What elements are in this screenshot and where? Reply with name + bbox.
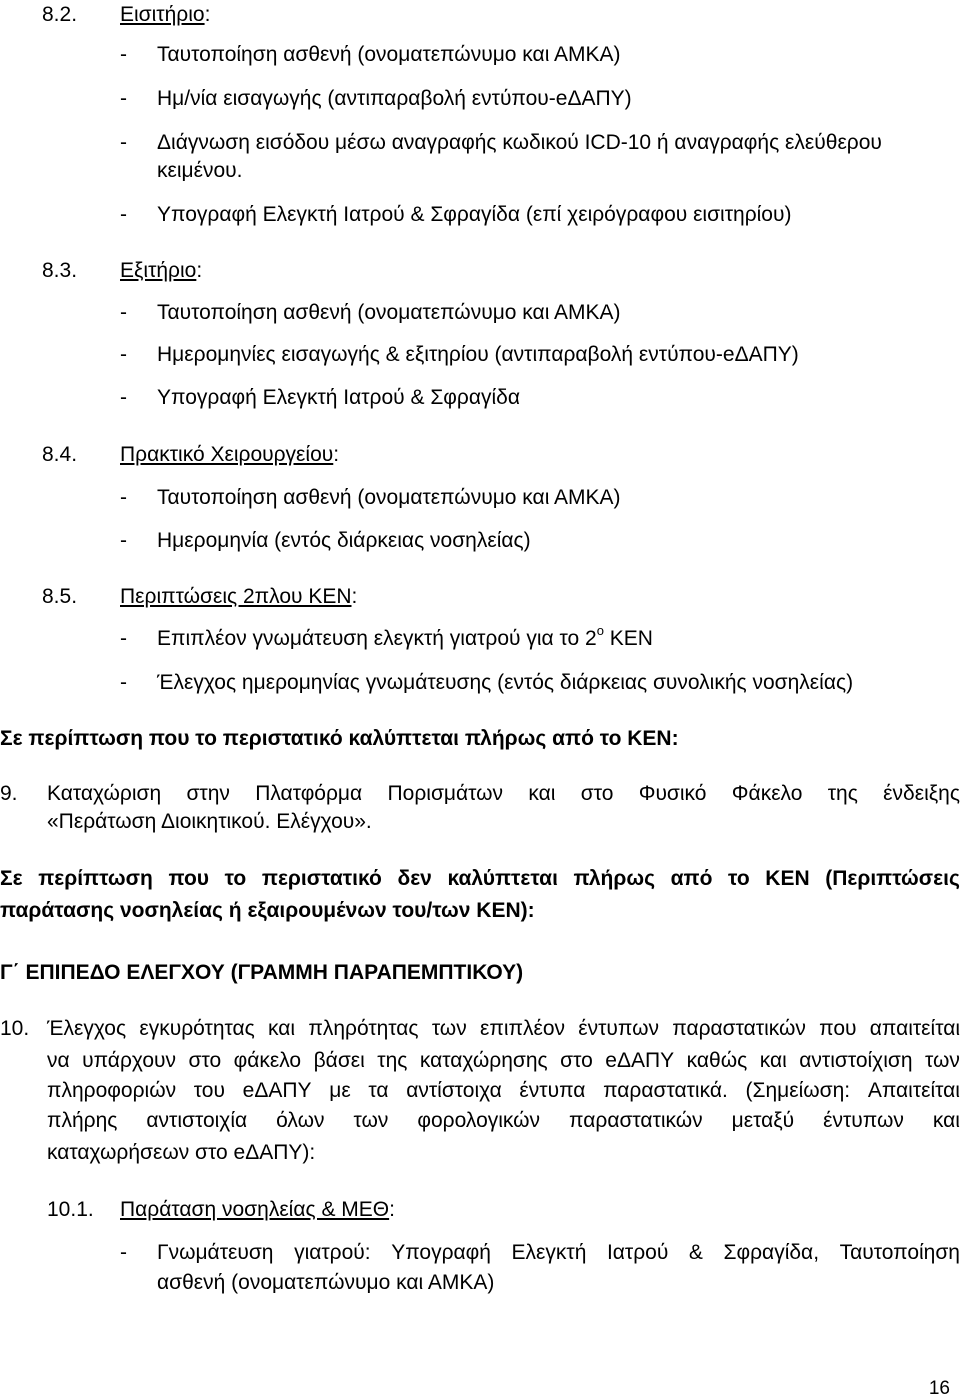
heading-level-g: Γ΄ ΕΠΙΠΕΔΟ ΕΛΕΓΧΟΥ (ΓΡΑΜΜΗ ΠΑΡΑΠΕΜΠΤΙΚΟΥ) <box>0 961 524 984</box>
list-item <box>157 623 653 652</box>
word: απαιτείται <box>869 1017 960 1040</box>
word: παραστατικών <box>672 1017 806 1040</box>
bullet-dash: - <box>120 529 127 552</box>
word: από <box>670 867 713 890</box>
section-8-5-heading <box>120 584 357 610</box>
word: αντιστοιχία <box>146 1109 248 1132</box>
word: (Περιπτώσεις <box>825 867 960 890</box>
item-10-line5: καταχωρήσεων στο eΔΑΠΥ): <box>47 1141 316 1164</box>
word: των <box>924 1049 960 1072</box>
word: Σφραγίδα, <box>723 1241 820 1264</box>
bullet-dash: - <box>120 87 127 110</box>
item-9-number: 9. <box>0 782 18 805</box>
word: που <box>168 867 210 890</box>
word: με <box>329 1079 351 1102</box>
word: Γνωμάτευση <box>157 1241 274 1264</box>
word: Καταχώριση <box>47 782 162 805</box>
item-10-line2 <box>47 1048 960 1074</box>
word: περίπτωση <box>38 867 153 890</box>
word: γιατρού: <box>294 1241 371 1264</box>
section-10-1-colon: : <box>389 1198 395 1221</box>
list-item-text: ΚΕΝ <box>603 627 653 650</box>
bold-statement-full-coverage: Σε περίπτωση που το περιστατικό καλύπτεται πλήρως από το ΚΕΝ: <box>0 727 679 750</box>
list-item: Ημερομηνία (εντός διάρκειας νοσηλείας) <box>157 529 531 552</box>
word: καλύπτεται <box>447 867 558 890</box>
page-number: 16 <box>928 1378 950 1399</box>
list-item-continuation: κειμένου. <box>157 159 243 182</box>
item-9-line1 <box>47 781 960 807</box>
word: και <box>528 782 556 805</box>
bullet-dash: - <box>120 671 127 694</box>
word: καταχώρησης <box>419 1049 548 1072</box>
word: eΔΑΠΥ <box>242 1079 312 1102</box>
word: τα <box>368 1079 389 1102</box>
bullet-dash: - <box>120 301 127 324</box>
word: Ιατρού <box>606 1241 669 1264</box>
section-10-1-title: Παράταση νοσηλείας & ΜΕΘ <box>120 1198 390 1221</box>
word: του <box>193 1079 225 1102</box>
word: μεταξύ <box>731 1109 795 1132</box>
word: και <box>268 1017 296 1040</box>
word: & <box>688 1241 703 1264</box>
word: δεν <box>397 867 432 890</box>
word: Έλεγχος <box>47 1017 127 1040</box>
word: καθώς <box>686 1049 748 1072</box>
section-8-5-number: 8.5. <box>42 585 78 608</box>
word: Υπογραφή <box>391 1241 491 1264</box>
section-8-4-title: Πρακτικό Χειρουργείου <box>120 443 334 466</box>
word: στο <box>580 782 614 805</box>
word: έντυπα <box>519 1079 586 1102</box>
list-item: Υπογραφή Ελεγκτή Ιατρού & Σφραγίδα <box>157 386 521 409</box>
word: της <box>827 782 858 805</box>
word: εγκυρότητας <box>139 1017 255 1040</box>
list-item: Ταυτοποίηση ασθενή (ονοματεπώνυμο και ΑΜΚΑ) <box>157 486 621 509</box>
word: Απαιτείται <box>867 1079 960 1102</box>
section-8-3-number: 8.3. <box>42 259 78 282</box>
item-10-line3 <box>47 1078 960 1104</box>
word: στην <box>186 782 230 805</box>
word: το <box>728 867 750 890</box>
word: πλήρης <box>47 1109 118 1132</box>
list-item: Ημερομηνίες εισαγωγής & εξιτηρίου (αντιπαραβολή εντύπου-eΔΑΠΥ) <box>157 343 799 366</box>
word: περιστατικό <box>261 867 382 890</box>
bold-statement-partial-coverage-line1 <box>0 866 960 892</box>
bullet-dash: - <box>120 386 127 409</box>
bullet-dash: - <box>120 1241 127 1264</box>
word: πληρότητας <box>308 1017 419 1040</box>
list-item: Ημ/νία εισαγωγής (αντιπαραβολή εντύπου-eΔΑΠΥ) <box>157 87 632 110</box>
bullet-dash: - <box>120 343 127 366</box>
word: (Σημείωση: <box>745 1079 851 1102</box>
word: Σε <box>0 867 23 890</box>
section-8-2-heading <box>120 2 210 28</box>
bullet-dash: - <box>120 627 127 650</box>
word: αντίστοιχα <box>406 1079 502 1102</box>
word: eΔΑΠΥ <box>605 1049 675 1072</box>
section-8-3-colon: : <box>196 259 203 282</box>
word: πληροφοριών <box>47 1079 177 1102</box>
word: των <box>431 1017 467 1040</box>
word: στο <box>188 1049 222 1072</box>
section-8-3-heading <box>120 258 202 284</box>
word: έντυπων <box>823 1109 904 1132</box>
word: παραστατικών <box>569 1109 703 1132</box>
word: Φυσικό <box>638 782 707 805</box>
word: να <box>47 1049 70 1072</box>
item-10-line4 <box>47 1108 960 1134</box>
section-8-4-heading <box>120 442 339 468</box>
item-9-line2: «Περάτωση Διοικητικού. Ελέγχου». <box>47 810 372 833</box>
section-10-1-heading <box>120 1197 395 1223</box>
section-8-3-title: Εξιτήριο <box>120 259 197 282</box>
list-item-text: Επιπλέον γνωμάτευση ελεγκτή γιατρού για το 2 <box>157 627 597 650</box>
word: το <box>224 867 247 890</box>
bullet-dash: - <box>120 131 127 154</box>
word: επιπλέον <box>479 1017 566 1040</box>
word: Ελεγκτή <box>511 1241 587 1264</box>
section-8-4-colon: : <box>333 443 340 466</box>
section-8-2-title: Εισιτήριο <box>120 3 205 26</box>
section-10-1-number: 10.1. <box>47 1198 94 1221</box>
word: και <box>932 1109 960 1132</box>
section-8-5-colon: : <box>351 585 358 608</box>
section-10-1-item-line2: ασθενή (ονοματεπώνυμο και ΑΜΚΑ) <box>157 1271 495 1294</box>
section-10-1-item-line1 <box>157 1240 960 1266</box>
word: υπάρχουν <box>82 1049 177 1072</box>
list-item: Ταυτοποίηση ασθενή (ονοματεπώνυμο και ΑΜΚΑ) <box>157 43 621 66</box>
item-10-line1 <box>47 1016 960 1042</box>
word: έντυπων <box>578 1017 659 1040</box>
word: αντιστοίχιση <box>799 1049 913 1072</box>
word: που <box>819 1017 857 1040</box>
item-10-number: 10. <box>0 1017 30 1040</box>
bullet-dash: - <box>120 486 127 509</box>
word: των <box>353 1109 389 1132</box>
list-item: Υπογραφή Ελεγκτή Ιατρού & Σφραγίδα (επί χειρόγραφου εισιτηρίου) <box>157 203 792 226</box>
word: φάκελο <box>233 1049 302 1072</box>
word: Φάκελο <box>731 782 803 805</box>
word: Ταυτοποίηση <box>839 1241 960 1264</box>
bullet-dash: - <box>120 203 127 226</box>
section-8-5-title: Περιπτώσεις 2πλου ΚΕΝ <box>120 585 352 608</box>
word: Πορισμάτων <box>387 782 504 805</box>
word: παραστατικά. <box>603 1079 728 1102</box>
word: βάσει <box>313 1049 365 1072</box>
word: πλήρως <box>573 867 655 890</box>
list-item: Ταυτοποίηση ασθενή (ονοματεπώνυμο και ΑΜΚΑ) <box>157 301 621 324</box>
word: στο <box>560 1049 593 1072</box>
word: ΚΕΝ <box>765 867 810 890</box>
section-8-2-number: 8.2. <box>42 3 78 26</box>
bullet-dash: - <box>120 43 127 66</box>
section-8-4-number: 8.4. <box>42 443 78 466</box>
list-item: Έλεγχος ημερομηνίας γνωμάτευσης (εντός διάρκειας συνολικής νοσηλείας) <box>157 671 854 694</box>
bold-statement-partial-coverage-line2: παράτασης νοσηλείας ή εξαιρουμένων του/των ΚΕΝ): <box>0 899 535 922</box>
section-8-2-colon: : <box>204 3 211 26</box>
word: φορολογικών <box>417 1109 541 1132</box>
word: Πλατφόρμα <box>255 782 363 805</box>
word: και <box>759 1049 787 1072</box>
superscript-ordinal: ο <box>596 623 604 638</box>
word: ένδειξης <box>883 782 960 805</box>
list-item: Διάγνωση εισόδου μέσω αναγραφής κωδικού ICD-10 ή αναγραφής ελεύθερου <box>157 131 882 154</box>
word: της <box>377 1049 408 1072</box>
word: όλων <box>276 1109 325 1132</box>
